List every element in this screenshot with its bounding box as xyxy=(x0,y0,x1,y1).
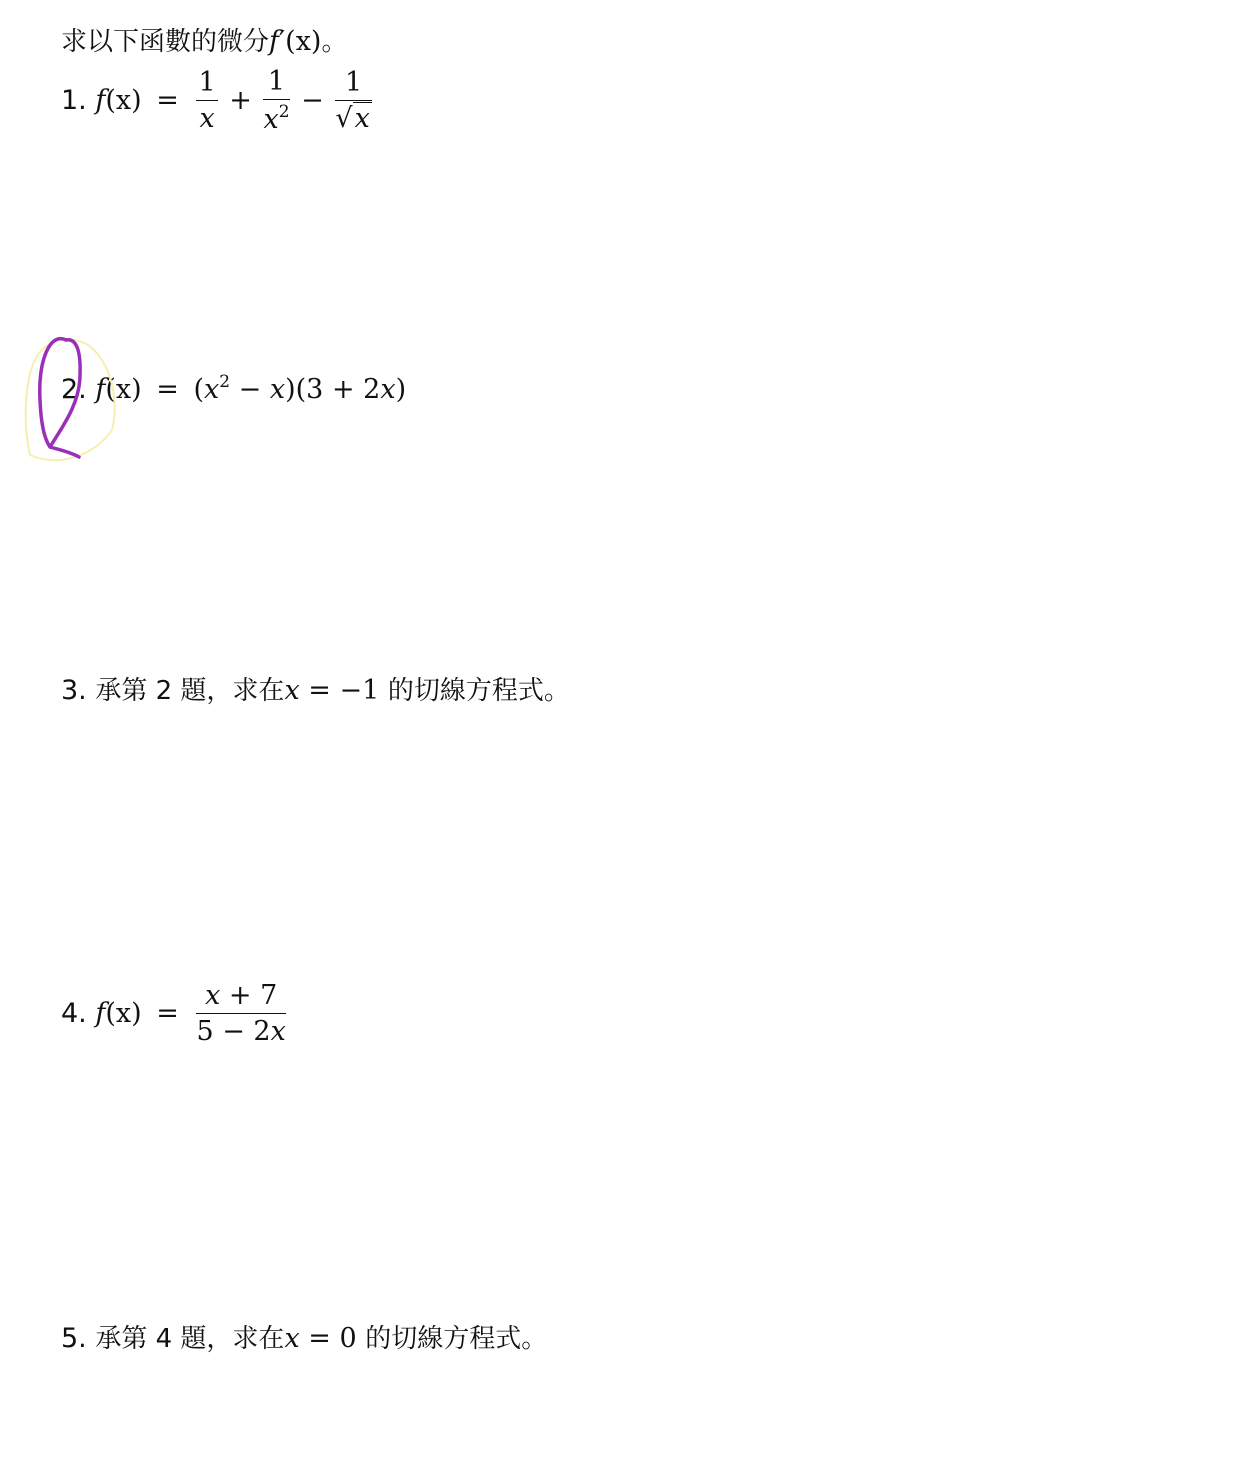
minus-sign: − xyxy=(301,85,324,116)
func-name: f xyxy=(95,374,106,405)
func-arg: (x) xyxy=(105,85,142,116)
rhs-part: )(3 + 2 xyxy=(285,374,381,405)
instruction-text: 求以下函數的微分 xyxy=(61,27,270,57)
instruction-func: f xyxy=(269,26,280,57)
exponent: 2 xyxy=(219,372,231,392)
instruction-arg: (x) xyxy=(285,26,322,57)
radical-sign: √ xyxy=(335,103,353,134)
numerator: 1 xyxy=(263,68,289,100)
question-number: 3. xyxy=(61,675,87,706)
instruction-end: 。 xyxy=(321,27,348,57)
func-arg: (x) xyxy=(105,374,142,405)
question-text-post: 的切線方程式。 xyxy=(365,1324,548,1354)
numerator xyxy=(196,982,285,1014)
radicand: x xyxy=(354,103,370,134)
fraction-term-2 xyxy=(263,68,289,133)
equals-sign: = xyxy=(156,85,179,116)
denominator: x xyxy=(199,103,215,134)
question-text-post: 的切線方程式。 xyxy=(387,676,570,706)
rhs-part: ( xyxy=(193,374,205,405)
plus-sign: + xyxy=(229,85,252,116)
rhs-part: ) xyxy=(395,374,407,405)
rhs-part: − xyxy=(230,374,270,405)
question-number: 1. xyxy=(61,85,87,116)
fraction xyxy=(196,982,285,1045)
equals-sign: = xyxy=(156,374,179,405)
base: x xyxy=(263,104,279,135)
exponent: 2 xyxy=(278,102,290,122)
question-number: 2. xyxy=(61,374,87,405)
question-3 xyxy=(61,677,570,704)
func-name: f xyxy=(95,85,106,116)
fraction-term-3 xyxy=(335,69,371,132)
denominator xyxy=(335,101,371,132)
question-4 xyxy=(61,982,289,1045)
rhs-var: x xyxy=(269,374,286,405)
den-rest: 5 − 2 xyxy=(196,1016,271,1047)
condition: = 0 xyxy=(299,1323,366,1354)
rhs-expression xyxy=(193,374,406,405)
denominator xyxy=(263,100,289,133)
question-text-pre: 承第 2 題，求在 xyxy=(95,676,285,706)
rhs-var: x xyxy=(204,374,220,405)
numerator: 1 xyxy=(335,69,371,101)
num-rest: + 7 xyxy=(220,980,278,1011)
question-1 xyxy=(61,68,375,133)
question-number: 4. xyxy=(61,998,87,1029)
func-name: f xyxy=(95,998,106,1029)
question-5 xyxy=(61,1325,547,1352)
func-arg: (x) xyxy=(105,998,142,1029)
equals-sign: = xyxy=(156,998,179,1029)
instruction-line xyxy=(61,28,347,55)
instruction-prime: ′ xyxy=(279,26,286,57)
numerator: 1 xyxy=(196,69,217,101)
den-var: x xyxy=(270,1016,286,1047)
lhs xyxy=(95,998,141,1029)
question-number: 5. xyxy=(61,1323,87,1354)
fraction-term-1 xyxy=(196,69,217,132)
question-text-pre: 承第 4 題，求在 xyxy=(95,1324,285,1354)
variable: x xyxy=(284,1323,300,1354)
num-var: x xyxy=(205,980,221,1011)
denominator xyxy=(196,1014,285,1045)
rhs-var: x xyxy=(380,374,396,405)
question-2 xyxy=(61,374,406,403)
variable: x xyxy=(284,675,300,706)
lhs xyxy=(95,85,141,116)
condition: = −1 xyxy=(299,675,388,706)
